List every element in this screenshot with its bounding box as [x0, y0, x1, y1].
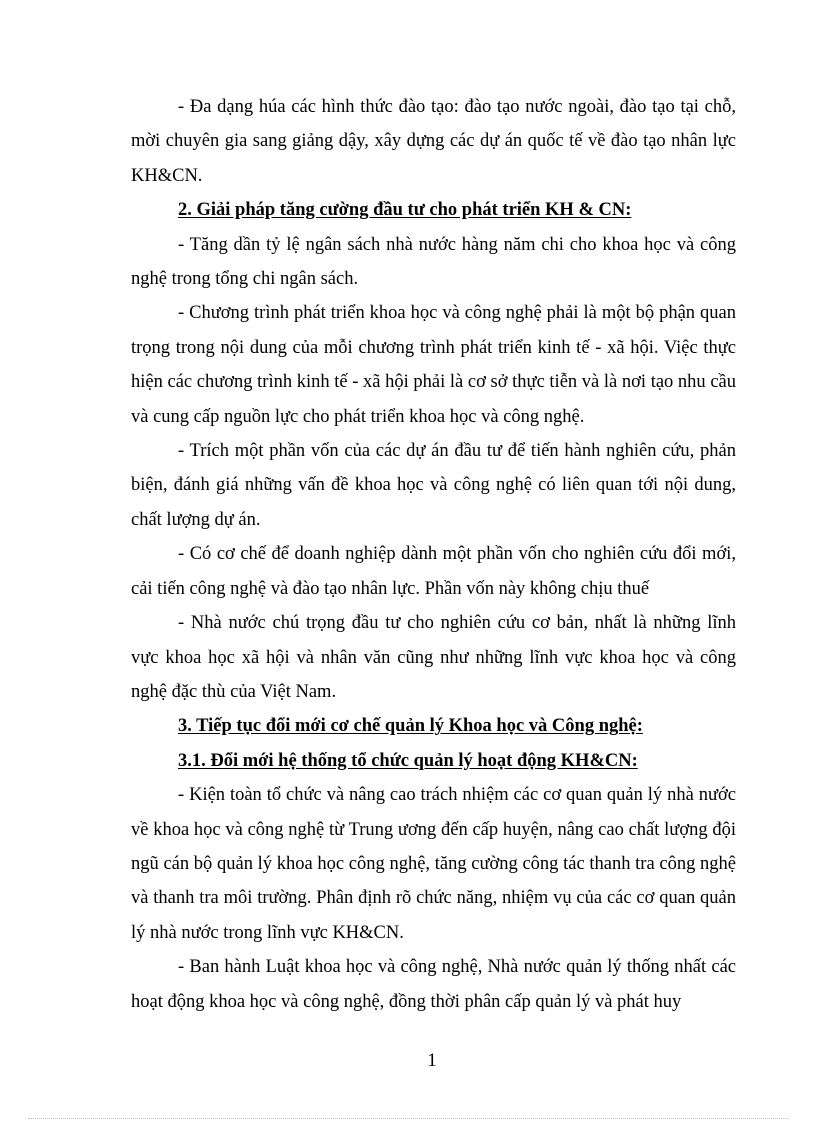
document-page: [131, 90, 736, 1019]
paragraph-strengthen-organization: - Kiện toàn tổ chức và nâng cao trách nhiệm các cơ quan quản lý nhà nước về khoa học và công nghệ từ Trung ương đến cấp huyện, nâng cao chất lượng đội ngũ cán bộ quản lý khoa học công nghệ, tăng cường công tác thanh tra công nghệ và thanh tra môi trường. Phân định rõ chức năng, nhiệm vụ của các cơ quan quản lý nhà nước trong lĩnh vực KH&CN.: [131, 785, 736, 943]
section-heading-management: 3. Tiếp tục đổi mới cơ chế quản lý Khoa học và Công nghệ:: [178, 716, 643, 737]
subsection-heading-organization: 3.1. Đổi mới hệ thống tổ chức quản lý hoạt động KH&CN:: [178, 750, 638, 771]
page-number: 1: [427, 1050, 437, 1071]
paragraph-basic-research: - Nhà nước chú trọng đầu tư cho nghiên cứu cơ bản, nhất là những lĩnh vực khoa học xã hội và nhân văn cũng như những lĩnh vực khoa học và công nghệ đặc thù của Việt Nam.: [131, 613, 736, 702]
paragraph-budget-ratio: - Tăng dần tỷ lệ ngân sách nhà nước hàng năm chi cho khoa học và công nghệ trong tổng chi ngân sách.: [131, 234, 736, 290]
section-heading-investment: 2. Giải pháp tăng cường đầu tư cho phát triển KH & CN:: [178, 200, 632, 221]
paragraph-development-program: - Chương trình phát triển khoa học và công nghệ phải là một bộ phận quan trọng trong nội dung của mỗi chương trình phát triển kinh tế - xã hội. Việc thực hiện các chương trình kinh tế - xã hội phải là cơ sở thực tiễn và là nơi tạo nhu cầu và cung cấp nguồn lực cho phát triển khoa học và công nghệ.: [131, 303, 736, 427]
paragraph-science-law: - Ban hành Luật khoa học và công nghệ, Nhà nước quản lý thống nhất các hoạt động khoa học và công nghệ, đồng thời phân cấp quản lý và phát huy: [131, 957, 736, 1012]
paragraph-training-forms: - Đa dạng húa các hình thức đào tạo: đào tạo nước ngoài, đào tạo tại chỗ, mời chuyên gia sang giảng dậy, xây dựng các dự án quốc tế về đào tạo nhân lực KH&CN.: [131, 97, 736, 186]
footer-divider: [28, 1118, 788, 1119]
paragraph-project-capital: - Trích một phần vốn của các dự án đầu tư để tiến hành nghiên cứu, phản biện, đánh giá những vấn đề khoa học và công nghệ có liên quan tới nội dung, chất lượng dự án.: [131, 441, 736, 530]
paragraph-enterprise-capital: - Có cơ chế để doanh nghiệp dành một phần vốn cho nghiên cứu đổi mới, cải tiến công nghệ và đào tạo nhân lực. Phần vốn này không chịu thuế: [131, 544, 736, 599]
